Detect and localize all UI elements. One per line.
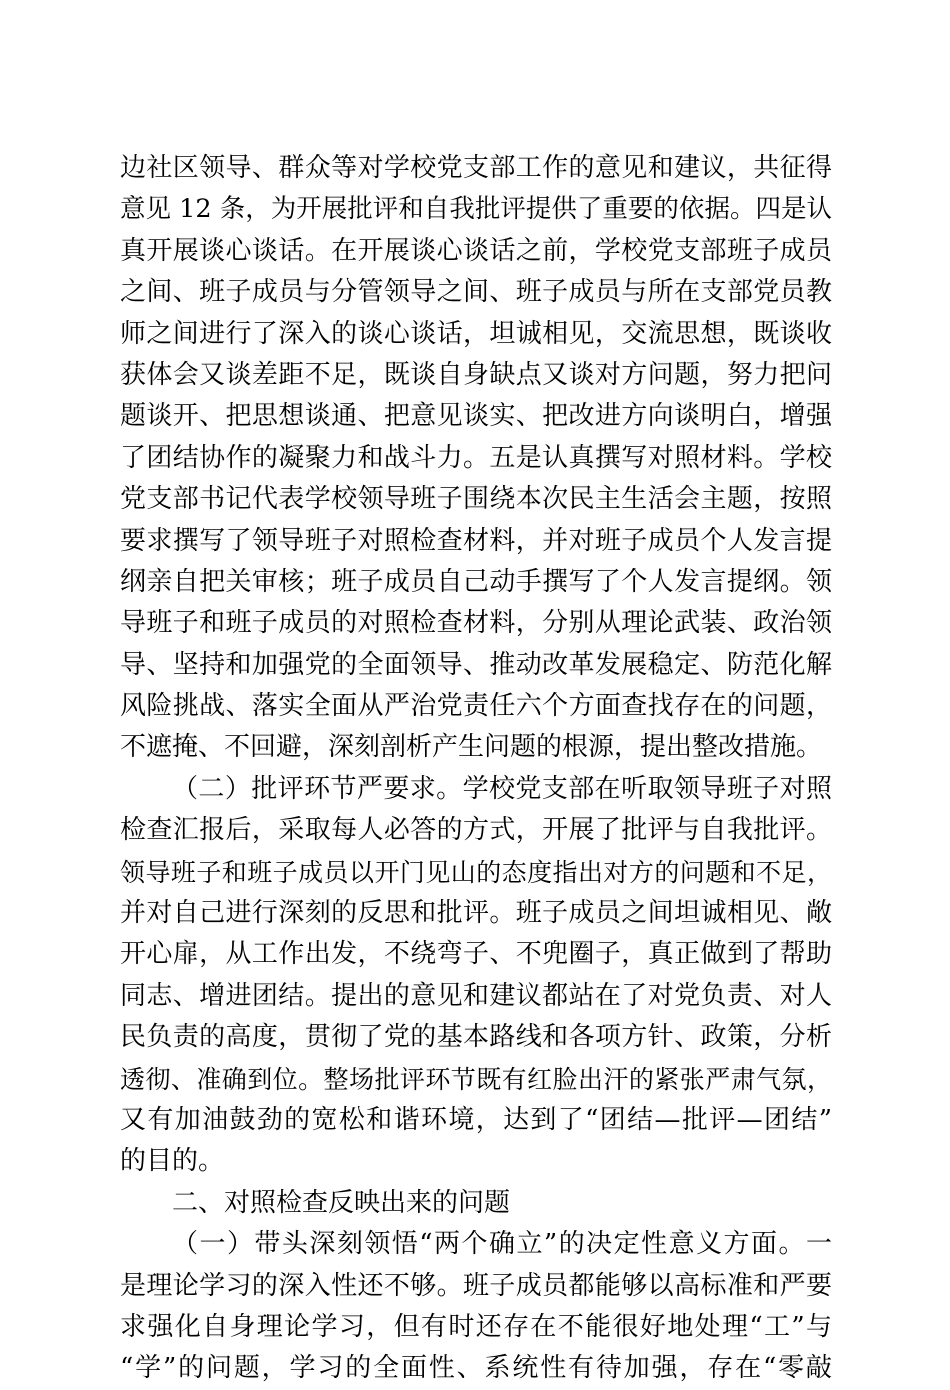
text-line: 真开展谈心谈话。在开展谈心谈话之前，学校党支部班子成员 — [120, 235, 832, 266]
text-line: 民负责的高度，贯彻了党的基本路线和各项方针、政策，分析 — [120, 1022, 832, 1053]
text-line: 风险挑战、落实全面从严治党责任六个方面查找存在的问题， — [120, 691, 832, 722]
text-line: 检查汇报后，采取每人必答的方式，开展了批评与自我批评。 — [120, 815, 832, 846]
text-line: 边社区领导、群众等对学校党支部工作的意见和建议，共征得 — [120, 153, 832, 183]
text-line: 求强化自身理论学习，但有时还存在不能很好地处理“工”与 — [120, 1311, 832, 1342]
text-line: 透彻、准确到位。整场批评环节既有红脸出汗的紧张严肃气氛， — [120, 1064, 832, 1094]
text-line: 之间、班子成员与分管领导之间、班子成员与所在支部党员教 — [120, 277, 832, 308]
text-line: 师之间进行了深入的谈心谈话，坦诚相见，交流思想，既谈收 — [120, 318, 832, 349]
section-heading: 二、对照检查反映出来的问题 — [172, 1187, 511, 1218]
text-line: 的目的。 — [120, 1146, 225, 1177]
paragraph-preparation — [120, 148, 832, 769]
text-line — [120, 1224, 832, 1265]
text-run: 一 — [805, 1229, 832, 1260]
text-line: 意见 12 条，为开展批评和自我批评提供了重要的依据。四是认 — [120, 194, 832, 225]
text-line: 要求撰写了领导班子对照检查材料，并对班子成员个人发言提 — [120, 525, 832, 556]
text-line: 又有加油鼓劲的宽松和谐环境，达到了“团结—批评—团结” — [120, 1104, 832, 1135]
text-line: 不遮掩、不回避，深刻剖析产生问题的根源，提出整改措施。 — [120, 732, 823, 763]
text-run: 学校党支部在听取领导班子对照 — [462, 773, 832, 804]
paragraph-problems — [120, 1224, 832, 1390]
text-line: 并对自己进行深刻的反思和批评。班子成员之间坦诚相见、敞 — [120, 898, 832, 929]
subheading-two-establishments: （一）带头深刻领悟“两个确立”的决定性意义方面。 — [172, 1229, 806, 1260]
text-line: 纲亲自把关审核；班子成员自己动手撰写了个人发言提纲。领 — [120, 566, 832, 597]
text-line: 题谈开、把思想谈通、把意见谈实、把改进方向谈明白，增强 — [120, 401, 832, 432]
subheading-criticism: （二）批评环节严要求。 — [172, 773, 463, 804]
text-line: 党支部书记代表学校领导班子围绕本次民主生活会主题，按照 — [120, 484, 832, 515]
text-line: “学”的问题，学习的全面性、系统性有待加强，存在“零敲 — [120, 1353, 832, 1384]
paragraph-criticism — [120, 769, 832, 1183]
text-line: 同志、增进团结。提出的意见和建议都站在了对党负责、对人 — [120, 980, 832, 1011]
text-line: 了团结协作的凝聚力和战斗力。五是认真撰写对照材料。学校 — [120, 442, 832, 473]
text-line: 导班子和班子成员的对照检查材料，分别从理论武装、政治领 — [120, 608, 832, 639]
text-line: 获体会又谈差距不足，既谈自身缺点又谈对方问题，努力把问 — [120, 359, 832, 390]
text-line: 是理论学习的深入性还不够。班子成员都能够以高标准和严要 — [120, 1270, 832, 1301]
text-line: 开心扉，从工作出发，不绕弯子、不兜圈子，真正做到了帮助 — [120, 939, 832, 970]
text-line — [120, 769, 832, 810]
text-line: 导、坚持和加强党的全面领导、推动改革发展稳定、防范化解 — [120, 649, 832, 680]
document-page — [120, 148, 832, 1390]
text-line: 领导班子和班子成员以开门见山的态度指出对方的问题和不足， — [120, 857, 832, 887]
